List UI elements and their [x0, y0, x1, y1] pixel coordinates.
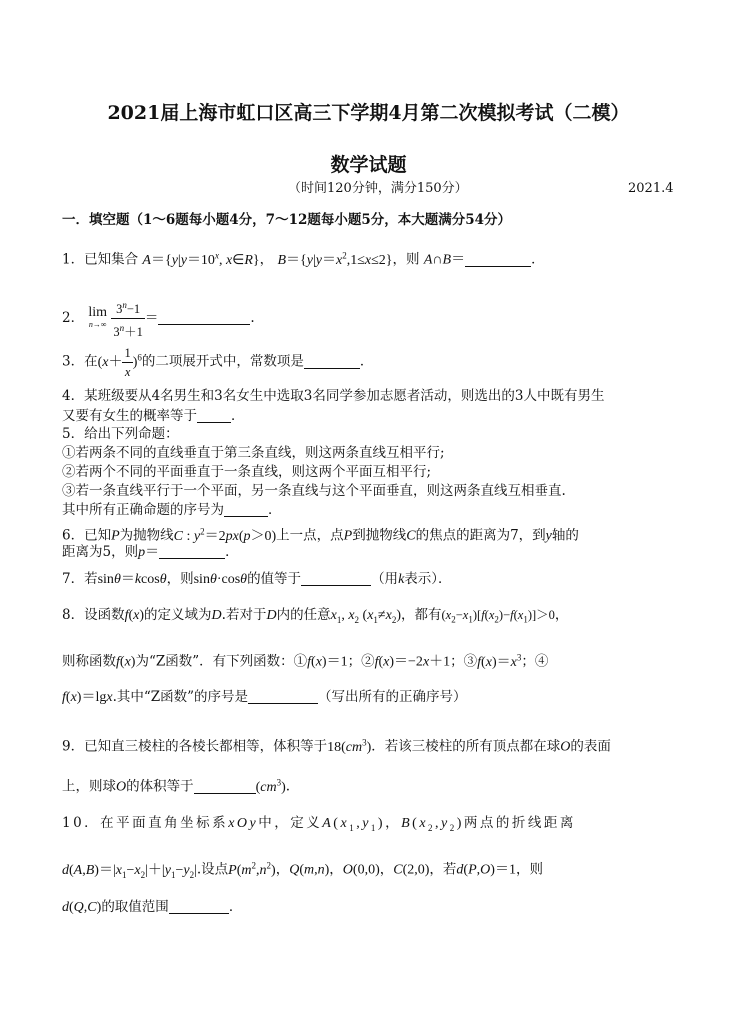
- question-10-line-3: d(Q,C)的取值范围 ．: [62, 899, 243, 915]
- question-5-line-5: 其中所有正确命题的序号为 ．: [62, 502, 282, 518]
- answer-blank: [169, 899, 229, 914]
- question-9-line-1: 9．已知直三棱柱的各棱长都相等，体积等于$18(cm^3)$．若该三棱柱的所有顶点都在球O的表面: [62, 737, 611, 755]
- answer-blank: [465, 252, 531, 267]
- question-1: 1．已知集合 $A=\{y|y=10^x$, x∈R}， $B=\{y|y=x^2,1\le x\le 2\}$，则 A∩B＝ ．: [62, 250, 545, 268]
- math-set-b: $B=\{y|y=x^2,1\le x\le 2\}$: [277, 250, 393, 268]
- math-condition: sinθ＝kcosθ: [97, 572, 167, 587]
- answer-blank: [248, 689, 318, 704]
- math-distance-def: $d(A,B)=|x_1-x_2|+|y_1-y_2|$: [62, 862, 197, 880]
- question-8-line-3: f(x)＝lgx.其中“Z函数”的序号是 （写出所有的正确序号）: [62, 689, 467, 705]
- answer-blank: [194, 779, 256, 794]
- exam-title: 2021届上海市虹口区高三下学期4月第二次模拟考试（二模）: [107, 102, 630, 124]
- math-parabola: C : $y^2=2px(p>0)$: [173, 526, 277, 544]
- exam-info: （时间120分钟，满分150分）: [288, 181, 468, 196]
- exam-date: 2021.4: [628, 181, 674, 196]
- answer-blank: [197, 408, 231, 423]
- section-heading: 一．填空题（1～6题每小题4分，7～12题每小题5分，本大题满分54分）: [62, 212, 512, 228]
- question-8-line-2: 则称函数f(x)为“Z函数”．有下列函数：①f(x)＝1；②f(x)＝−2x＋1；$③f(x)=x^3$；④: [62, 652, 549, 670]
- question-7: 7．若sinθ＝kcosθ，则sinθ·cosθ的值等于 （用k表示）．: [62, 571, 452, 587]
- answer-blank: [159, 544, 225, 559]
- answer-blank: [158, 310, 250, 325]
- question-2: 2． lim n→∞ $\frac{3^n-1}{3^n+1}$ ＝ .: [62, 296, 677, 330]
- math-limit: lim n→∞: [88, 304, 108, 329]
- question-4-line-1: 4．某班级要从4名男生和3名女生中选取3名同学参加志愿者活动，则选出的3人中既有男生: [62, 388, 605, 404]
- question-3: 3．在(x＋ $\frac{1}{x}$ )$^6$的二项展开式中，常数项是 ．: [62, 346, 374, 379]
- math-expression: sinθ·cosθ: [193, 572, 248, 587]
- question-6-line-1: 6．已知P为抛物线C : $y^2=2px(p>0)$上一点，点P到抛物线C的焦点的距离为7，到y轴的: [62, 526, 579, 544]
- question-5-line-1: 5．给出下列命题：: [62, 426, 179, 442]
- question-8-line-1: 8．设函数f(x)的定义域为D.若对于D内的任意$x_1$, $x_2$ $(x_1\ne x_2)$，都有$(x_2-x_1)[f(x_2)-f(x_1)]>0$，: [62, 607, 569, 625]
- answer-blank: [304, 354, 360, 369]
- question-4-line-2: 又要有女生的概率等于 ．: [62, 408, 245, 424]
- question-10-line-1: 10．在平面直角坐标系xOy中，定义$A(x_1,y_1)$，$B(x_2,y_2)$两点的折线距离: [62, 815, 576, 833]
- question-5-line-4: ③若一条直线平行于一个平面，另一条直线与这个平面垂直，则这两条直线互相垂直.: [62, 483, 566, 499]
- answer-blank: [224, 502, 268, 517]
- question-9-line-2: 上，则球O的体积等于 $(cm^3)$.: [62, 777, 291, 795]
- question-10-line-2: $d(A,B)=|x_1-x_2|+|y_1-y_2|$.设点$P(m^2,n^2)$，Q(m,n)，O(0,0)，C(2,0)，若d(P,O)＝1，则: [62, 860, 543, 880]
- math-set-a: $A=\{y|y=10^x$, x∈R}: [142, 250, 260, 268]
- question-5-line-2: ①若两条不同的直线垂直于第三条直线，则这两条直线互相平行;: [62, 445, 445, 461]
- question-5-line-3: ②若两个不同的平面垂直于一条直线，则这两个平面互相平行;: [62, 464, 432, 480]
- math-fraction: $\frac{3^n-1}{3^n+1}$: [111, 296, 145, 341]
- exam-subject: 数学试题: [330, 154, 407, 176]
- math-intersection: A∩B＝: [423, 252, 466, 268]
- question-6-line-2: 距离为5，则p＝ ．: [62, 544, 239, 560]
- math-inequality: $(x_2-x_1)[f(x_2)-f(x_1)]>0$: [441, 608, 555, 625]
- answer-blank: [301, 571, 371, 586]
- math-binomial: (x＋ $\frac{1}{x}$ )$^6$: [97, 346, 142, 379]
